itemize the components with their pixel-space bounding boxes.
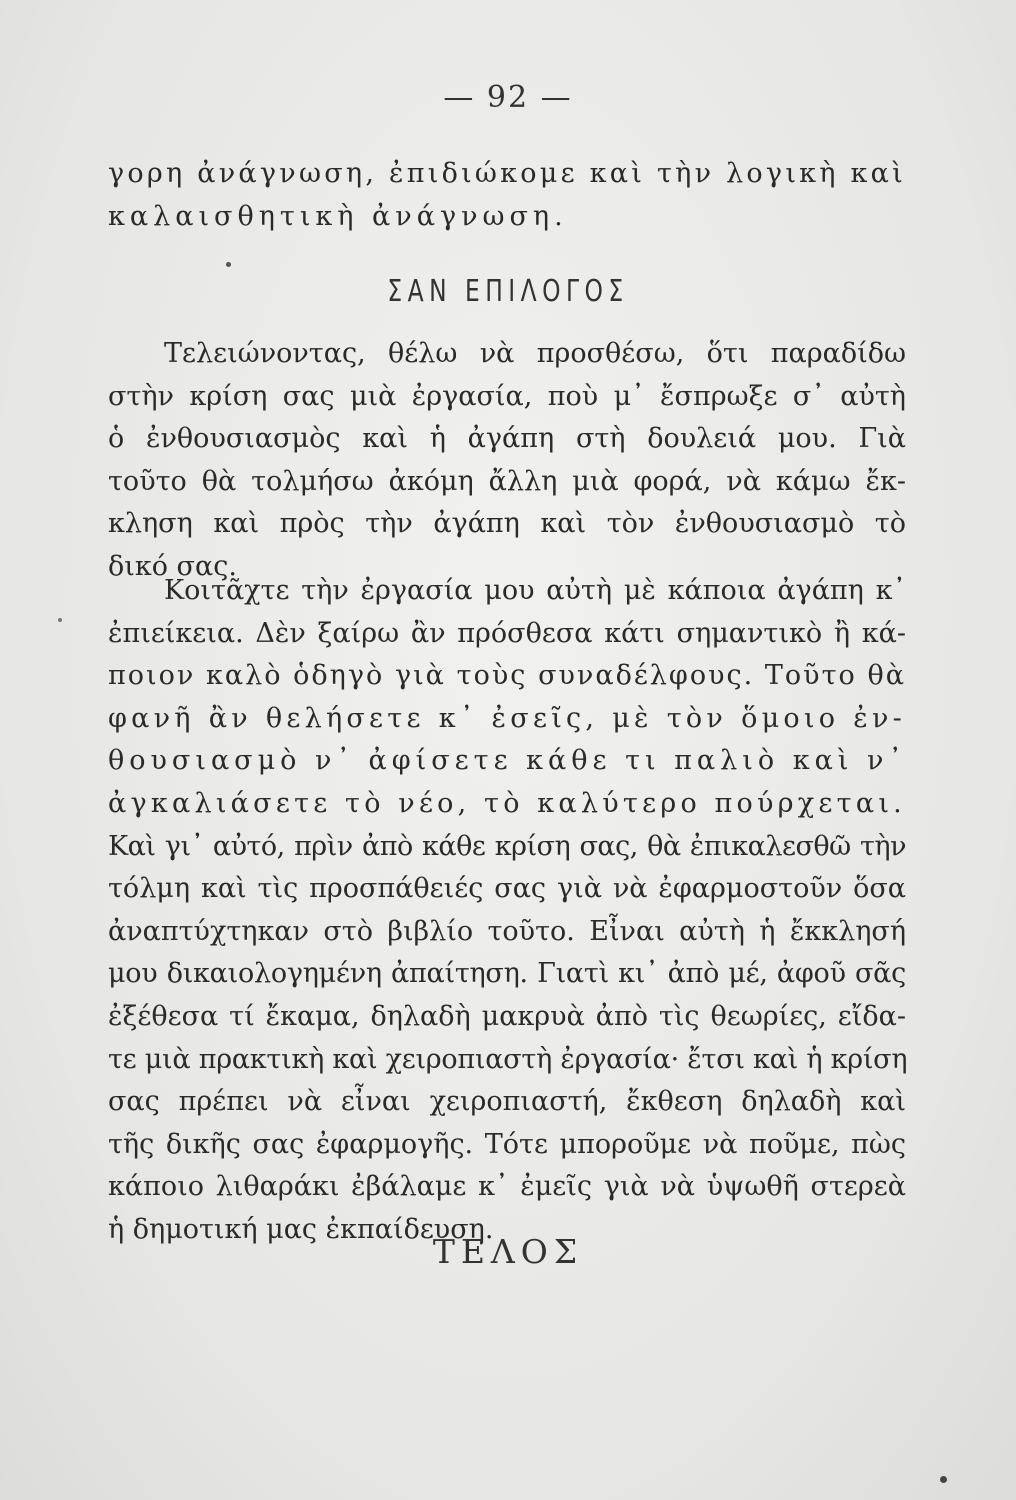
text-line: Τελειώνοντας, θέλω νὰ προσθέσω, ὅτι παραδίδω [164,338,906,369]
intro-text [108,153,906,238]
print-speck [58,618,62,622]
paragraph-2 [108,570,906,1252]
text-line: σας πρέπει νὰ εἶναι χειροπιαστή, ἔκθεση δηλαδὴ καὶ [108,1086,906,1118]
text-line: θουσιασμὸ ν᾽ ἀφίσετε κάθε τι παλιὸ καὶ ν᾽ [108,745,907,777]
page-number: — 92 — [443,80,573,115]
print-speck [940,1476,947,1483]
text-line: ἀναπτύχτηκαν στὸ βιβλίο τοῦτο. Εἶναι αὐτὴ ἡ ἔκκλησή [108,915,906,947]
text-line: καλαισθητικὴ ἀνάγνωση. [108,200,568,232]
paragraph-1 [108,333,906,589]
text-line: ποιον καλὸ ὁδηγὸ γιὰ τοὺς συναδέλφους. Τοῦτο θὰ [108,660,906,692]
text-line: ἐξέθεσα τί ἔκαμα, δηλαδὴ μακρυὰ ἀπὸ τὶς θεωρίες, εἴδα- [108,1000,906,1032]
text-line: στὴν κρίση σας μιὰ ἐργασία, ποὺ μ᾽ ἔσπρωξε σ᾽ αὐτὴ [108,380,906,412]
text-line: ἀγκαλιάσετε τὸ νέο, τὸ καλύτερο πούρχεται. [108,787,906,819]
text-line: κάποιο λιθαράκι ἐβάλαμε κ᾽ ἐμεῖς γιὰ νὰ ὑψωθῆ στερεὰ [108,1171,906,1203]
print-speck [226,262,231,267]
text-line: κληση καὶ πρὸς τὴν ἀγάπη καὶ τὸν ἐνθουσιασμὸ τὸ [108,508,906,540]
text-line: Κοιτᾶχτε τὴν ἐργασία μου αὐτὴ μὲ κάποια ἀγάπη κ᾽ [164,575,906,606]
end-word: ΤΕΛΟΣ [432,1232,584,1271]
text-line: γορη ἀνάγνωση, ἐπιδιώκομε καὶ τὴν λογικὴ καὶ [108,158,906,189]
text-line: τόλμη καὶ τὶς προσπάθειές σας γιὰ νὰ ἐφαρμοστοῦν ὅσα [108,873,906,905]
text-line: Καὶ γι᾽ αὐτό, πρὶν ἀπὸ κάθε κρίση σας, θὰ ἐπικαλεσθῶ τὴν [108,830,906,862]
text-line: τε μιὰ πρακτικὴ καὶ χειροπιαστὴ ἐργασία· ἔτσι καὶ ἡ κρίση [108,1043,908,1075]
text-line: μου δικαιολογημένη ἀπαίτηση. Γιατὶ κι᾽ ἀπὸ μέ, ἀφοῦ σᾶς [108,958,906,990]
text-line: ἐπιείκεια. Δὲν ξαίρω ἂν πρόσθεσα κάτι σημαντικὸ ἢ κά- [108,617,906,649]
text-line: τῆς δικῆς σας ἐφαρμογῆς. Τότε μποροῦμε νὰ ποῦμε, πὼς [108,1128,906,1160]
section-heading: ΣΑΝ ΕΠΙΛΟΓΟΣ [387,274,629,309]
text-line: ἡ δημοτική μας ἐκπαίδευση. [108,1213,494,1245]
text-line: τοῦτο θὰ τολμήσω ἀκόμη ἄλλη μιὰ φορά, νὰ κάμω ἔκ- [108,465,906,497]
text-line: ὁ ἐνθουσιασμὸς καὶ ἡ ἀγάπη στὴ δουλειά μου. Γιὰ [108,423,906,455]
text-line: δικό σας. [108,550,237,582]
text-line: φανῆ ἂν θελήσετε κ᾽ ἐσεῖς, μὲ τὸν ὅμοιο ἐν- [108,702,906,734]
